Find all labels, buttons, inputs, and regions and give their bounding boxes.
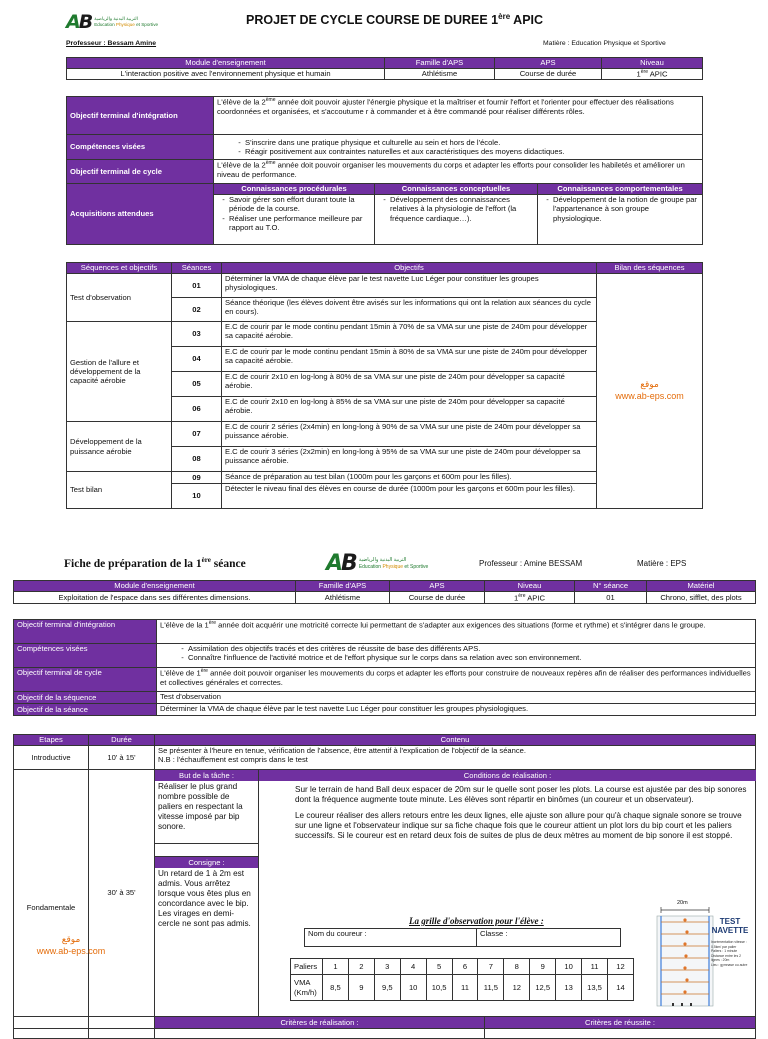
fiche-module-table <box>13 580 756 604</box>
seance-objective: Détecter le niveau final des élèves en course de durée (1000m pour les garçons et 600m pour les filles). <box>222 484 597 509</box>
conditions-label: Conditions de réalisation : <box>259 770 756 781</box>
cycle-professeur: Professeur : Bessam Amine <box>66 40 157 47</box>
fiche-famille-header: Famille d'APS <box>296 581 390 592</box>
fiche-famille-value: Athlétisme <box>296 592 390 604</box>
acq-conc: - Développement des connaissances relatives à la physiologie de l'effort (la fréquence cardiaque…). <box>375 195 538 245</box>
vma-cell: 11 <box>452 975 478 1001</box>
fiche-oti-label: Objectif terminal d'intégration <box>14 620 157 644</box>
vma-cell: 14 <box>607 975 633 1001</box>
cycle-objectives-table <box>66 96 703 245</box>
fiche-module-value: Exploitation de l'espace dans ses différentes dimensions. <box>14 592 296 604</box>
vma-cell: 8,5 <box>323 975 349 1001</box>
acq-comp-header: Connaissances comportementales <box>538 184 703 195</box>
seance-number: 09 <box>172 472 222 484</box>
fiche-seq-label: Objectif de la séquence <box>14 692 157 704</box>
contenu-intro: Se présenter à l'heure en tenue, vérification de l'absence, être attentif à l'explication de l'objectif de la séance. N.B : l'échauffement est compris dans le test <box>155 746 756 770</box>
navette-title: TEST NAVETTE <box>711 917 749 935</box>
seance-objective: E.C de courir par le mode continu pendant 15min à 70% de sa VMA sur une piste de 240m pour développer sa capacité aérobie. <box>222 322 597 347</box>
competence-item: - S'inscrire dans une pratique physique et culturelle au sein et hors de l'école. <box>245 138 699 147</box>
vma-cell: 12,5 <box>530 975 556 1001</box>
grille-identite <box>304 928 621 947</box>
seance-objective: Déterminer la VMA de chaque élève par le test navette Luc Léger pour constituer les groupes physiologiques. <box>222 274 597 298</box>
otc-text: L'élève de la 2ème année doit pouvoir organiser les mouvements du corps et adapter les efforts pour consolider les habiletés et améliorer un niveau de performance. <box>214 160 703 184</box>
grille-title: La grille d'observation pour l'élève : <box>409 916 544 926</box>
acq-proc-header: Connaissances procédurales <box>214 184 375 195</box>
palier-cell: 1 <box>323 959 349 975</box>
sequence-name: Test d'observation <box>67 274 172 322</box>
etapes-header: Etapes <box>14 735 89 746</box>
oti-label: Objectif terminal d'intégration <box>67 97 214 135</box>
navette-distance: 20m <box>677 900 688 906</box>
competences-label: Compétences visées <box>67 135 214 160</box>
seq-header: Séquences et objectifs <box>67 263 172 274</box>
palier-cell: 11 <box>582 959 608 975</box>
fiche-objectives-table <box>13 619 756 716</box>
acq-comp: - Développement de la notion de groupe par l'appartenance à son groupe physiologique. <box>538 195 703 245</box>
fiche-seance-header: N° séance <box>575 581 647 592</box>
but-column <box>155 770 259 1016</box>
fiche-seance-label: Objectif de la séance <box>14 704 157 716</box>
palier-cell: 5 <box>426 959 452 975</box>
fiche-materiel-value: Chrono, sifflet, des plots <box>647 592 756 604</box>
fiche-niveau-header: Niveau <box>485 581 575 592</box>
aps-header: APS <box>495 58 602 69</box>
conditions-p1: Sur le terrain de hand Ball deux espacer de 20m sur le quelle sont poser les plots. La course est ajustée par des bip sonores dont la fréquence augmente toute minute. Les élèves sont répartir en binômes (un coureur et un observateur). <box>295 785 747 804</box>
fiche-comp-list <box>157 644 756 668</box>
vma-row <box>291 975 634 1001</box>
oti-text: L'élève de la 2ème année doit pouvoir ajuster l'énergie physique et la maîtriser et fournir l'effort et l'orienter pour effectuer des réalisations coordonnées et organisées, et s'accoutume r à commander et à être commandé pour réaliser différents rôles. <box>214 97 703 135</box>
seance-objective: E.C de courir par le mode continu pendant 15min à 80% de sa VMA sur une piste de 240m pour développer sa capacité aérobie. <box>222 347 597 372</box>
cycle-matiere: Matière : Education Physique et Sportive <box>543 40 666 47</box>
nom-coureur: Nom du coureur : <box>305 929 477 947</box>
seance-objective: Séance théorique (les élèves doivent être avisés sur les informations qui ont la relation aux séances du cycle en cours). <box>222 298 597 322</box>
competences-list <box>214 135 703 160</box>
palier-cell: 10 <box>556 959 582 975</box>
module-header: Module d'enseignement <box>67 58 385 69</box>
sequence-name: Développement de la puissance aérobie <box>67 422 172 472</box>
seance-number: 08 <box>172 447 222 472</box>
fiche-comp-label: Compétences visées <box>14 644 157 668</box>
seance-number: 03 <box>172 322 222 347</box>
but-label: But de la tâche : <box>155 770 258 781</box>
vma-cell: 9 <box>348 975 374 1001</box>
criteres-reussite-header: Critères de réussite : <box>485 1017 756 1029</box>
fiche-logo <box>326 551 428 576</box>
seance-number: 10 <box>172 484 222 509</box>
acquisitions-label: Acquisitions attendues <box>67 184 214 245</box>
competence-item: - Assimilation des objectifs tracés et des critères de réussite de base des différents APS. <box>188 644 752 653</box>
grille-paliers <box>290 958 634 1001</box>
objectifs-header: Objectifs <box>222 263 597 274</box>
fiche-matiere: Matière : EPS <box>637 559 687 568</box>
paliers-row <box>291 959 634 975</box>
fiche-seance-value: 01 <box>575 592 647 604</box>
fiche-oti-text: L'élève de la 1ère année doit acquérir une motricité correcte lui permettant de s'adapter aux exigences des situations (forme et rythme) et s'intégrer dans le groupe. <box>157 620 756 644</box>
seance-number: 04 <box>172 347 222 372</box>
seance-objective: E.C de courir 2x10 en log-long à 80% de sa VMA sur une piste de 240m pour développer sa capacité aérobie. <box>222 372 597 397</box>
vma-cell: 9,5 <box>374 975 400 1001</box>
conditions-column <box>259 770 756 1016</box>
duree-fondamentale: 30' à 35' <box>89 770 155 1017</box>
vma-cell: 13 <box>556 975 582 1001</box>
fiche-aps-value: Course de durée <box>390 592 485 604</box>
seance-number: 05 <box>172 372 222 397</box>
palier-cell: 12 <box>607 959 633 975</box>
vma-cell: 11,5 <box>478 975 504 1001</box>
vma-label: VMA (Km/h) <box>291 975 323 1001</box>
palier-cell: 6 <box>452 959 478 975</box>
palier-cell: 2 <box>348 959 374 975</box>
cycle-title: PROJET DE CYCLE COURSE DE DUREE 1ère APIC <box>246 12 544 28</box>
but-text: Réaliser le plus grand nombre possible de paliers en respectant la vitesse imposé par bip sonore. <box>155 781 258 844</box>
vma-cell: 10 <box>400 975 426 1001</box>
seance-number: 01 <box>172 274 222 298</box>
famille-header: Famille d'APS <box>385 58 495 69</box>
etape-fondamentale <box>14 770 106 1017</box>
criteres-realisation-header: Critères de réalisation : <box>155 1017 485 1029</box>
classe: Classe : <box>477 929 621 947</box>
bilan-header: Bilan des séquences <box>597 263 703 274</box>
consigne-label: Consigne : <box>155 856 258 868</box>
seance-objective: E.C de courir 2 séries (2x4min) en long-long à 90% de sa VMA sur une piste de 240m pour développer sa puissance aérobie. <box>222 422 597 447</box>
etape-intro: Introductive <box>14 746 89 770</box>
navette-notes: Incrémentation vitesse : 0.5km/ par palier Paliers : 1 minute Distance entre les 2 lignes : 20m Lieu : gymnase ou autre <box>711 940 748 967</box>
logo-mark: AB <box>326 551 356 576</box>
palier-cell: 3 <box>374 959 400 975</box>
competence-item: - Connaître l'influence de l'activité motrice et de l'effort physique sur le corps dans sa relation avec son environnement. <box>188 653 752 662</box>
seances-header: Séances <box>172 263 222 274</box>
palier-cell: 4 <box>400 959 426 975</box>
duree-intro: 10' à 15' <box>89 746 155 770</box>
palier-cell: 7 <box>478 959 504 975</box>
logo-mark: AB <box>66 11 92 33</box>
fiche-aps-header: APS <box>390 581 485 592</box>
niveau-value: 1ère APIC <box>602 69 703 80</box>
duree-header: Durée <box>89 735 155 746</box>
cycle-module-table <box>66 57 703 80</box>
fiche-niveau-value: 1ère APIC <box>485 592 575 604</box>
logo-text: التربية البدنية والرياضية Education Physique et Sportive <box>94 16 159 27</box>
conditions-p2: Le coureur réaliser des allers retours entre les deux lignes, elle ajuste son allure pour qu'à chaque signale sonore se trouve sur une ligne et l'observateur indique sur sa fiche chaque fois que le coureur attient un plot lors du bip court et les paliers successifs. Si le coureur est en retard deux fois de suites de plus de deux mètres au moment de bip sonore il est stoppé. <box>295 811 742 840</box>
etape-fondamentale-label: Fondamentale <box>26 903 76 912</box>
vma-cell: 13,5 <box>582 975 608 1001</box>
sequences-table <box>66 262 703 509</box>
fiche-module-header: Module d'enseignement <box>14 581 296 592</box>
consigne-text: Un retard de 1 à 2m est admis. Vous arrêtez lorsque vous êtes plus en concordance avec le bip. Les virages en demi-cercle ne sont pas admis. <box>158 869 251 928</box>
paliers-label: Paliers <box>291 959 323 975</box>
palier-cell: 9 <box>530 959 556 975</box>
fiche-seq-value: Test d'observation <box>157 692 756 704</box>
seance-objective: E.C de courir 3 séries (2x2min) en long-long à 95% de sa VMA sur une piste de 240m pour développer sa puissance aérobie. <box>222 447 597 472</box>
seance-number: 07 <box>172 422 222 447</box>
aps-value: Course de durée <box>495 69 602 80</box>
logo-text: التربية البدنية والرياضية Education Physique et Sportive <box>358 557 429 570</box>
sequence-name: Test bilan <box>67 472 172 509</box>
palier-cell: 8 <box>504 959 530 975</box>
acq-conc-header: Connaissances conceptuelles <box>375 184 538 195</box>
acq-proc: - Savoir gérer son effort durant toute la période de la course. - Réaliser une performance meilleure par rapport au T.O. <box>214 195 375 245</box>
vma-cell: 12 <box>504 975 530 1001</box>
seance-objective: E.C de courir 2x10 en log-long à 85% de sa VMA sur une piste de 240m pour développer sa capacité aérobie. <box>222 397 597 422</box>
fiche-otc-text: L'élève de 1ère année doit pouvoir organiser les mouvements du corps et adapter les efforts pour construire de nouveaux repères afin de réaliser des performances individuelles et collectives générales et correctes. <box>157 668 756 692</box>
fiche-seance-value: Déterminer la VMA de chaque élève par le test navette Luc Léger pour constituer les groupes physiologiques. <box>157 704 756 716</box>
navette-illustration <box>647 900 749 1010</box>
vma-cell: 10,5 <box>426 975 452 1001</box>
contenu-fondamentale <box>155 770 756 1017</box>
sequence-name: Gestion de l'allure et développement de la capacité aérobie <box>67 322 172 422</box>
contenu-header: Contenu <box>155 735 756 746</box>
module-value: L'interaction positive avec l'environnement physique et humain <box>67 69 385 80</box>
logo <box>66 11 158 33</box>
fiche-materiel-header: Matériel <box>647 581 756 592</box>
fiche-otc-label: Objectif terminal de cycle <box>14 668 157 692</box>
otc-label: Objectif terminal de cycle <box>67 160 214 184</box>
seance-objective: Séance de préparation au test bilan (1000m pour les garçons et 600m pour les filles). <box>222 472 597 484</box>
niveau-header: Niveau <box>602 58 703 69</box>
famille-value: Athlétisme <box>385 69 495 80</box>
fiche-title: Fiche de préparation de la 1ère séance <box>64 556 246 570</box>
fiche-professeur: Professeur : Amine BESSAM <box>479 559 583 568</box>
fiche-watermark: موقع www.ab-eps.com <box>36 934 106 956</box>
seance-number: 06 <box>172 397 222 422</box>
etapes-table <box>13 734 756 1039</box>
bilan-watermark: موقع www.ab-eps.com <box>597 274 703 509</box>
seance-number: 02 <box>172 298 222 322</box>
competence-item: - Réagir positivement aux contraintes naturelles et aux caractéristiques des moyens didactiques. <box>245 147 699 156</box>
